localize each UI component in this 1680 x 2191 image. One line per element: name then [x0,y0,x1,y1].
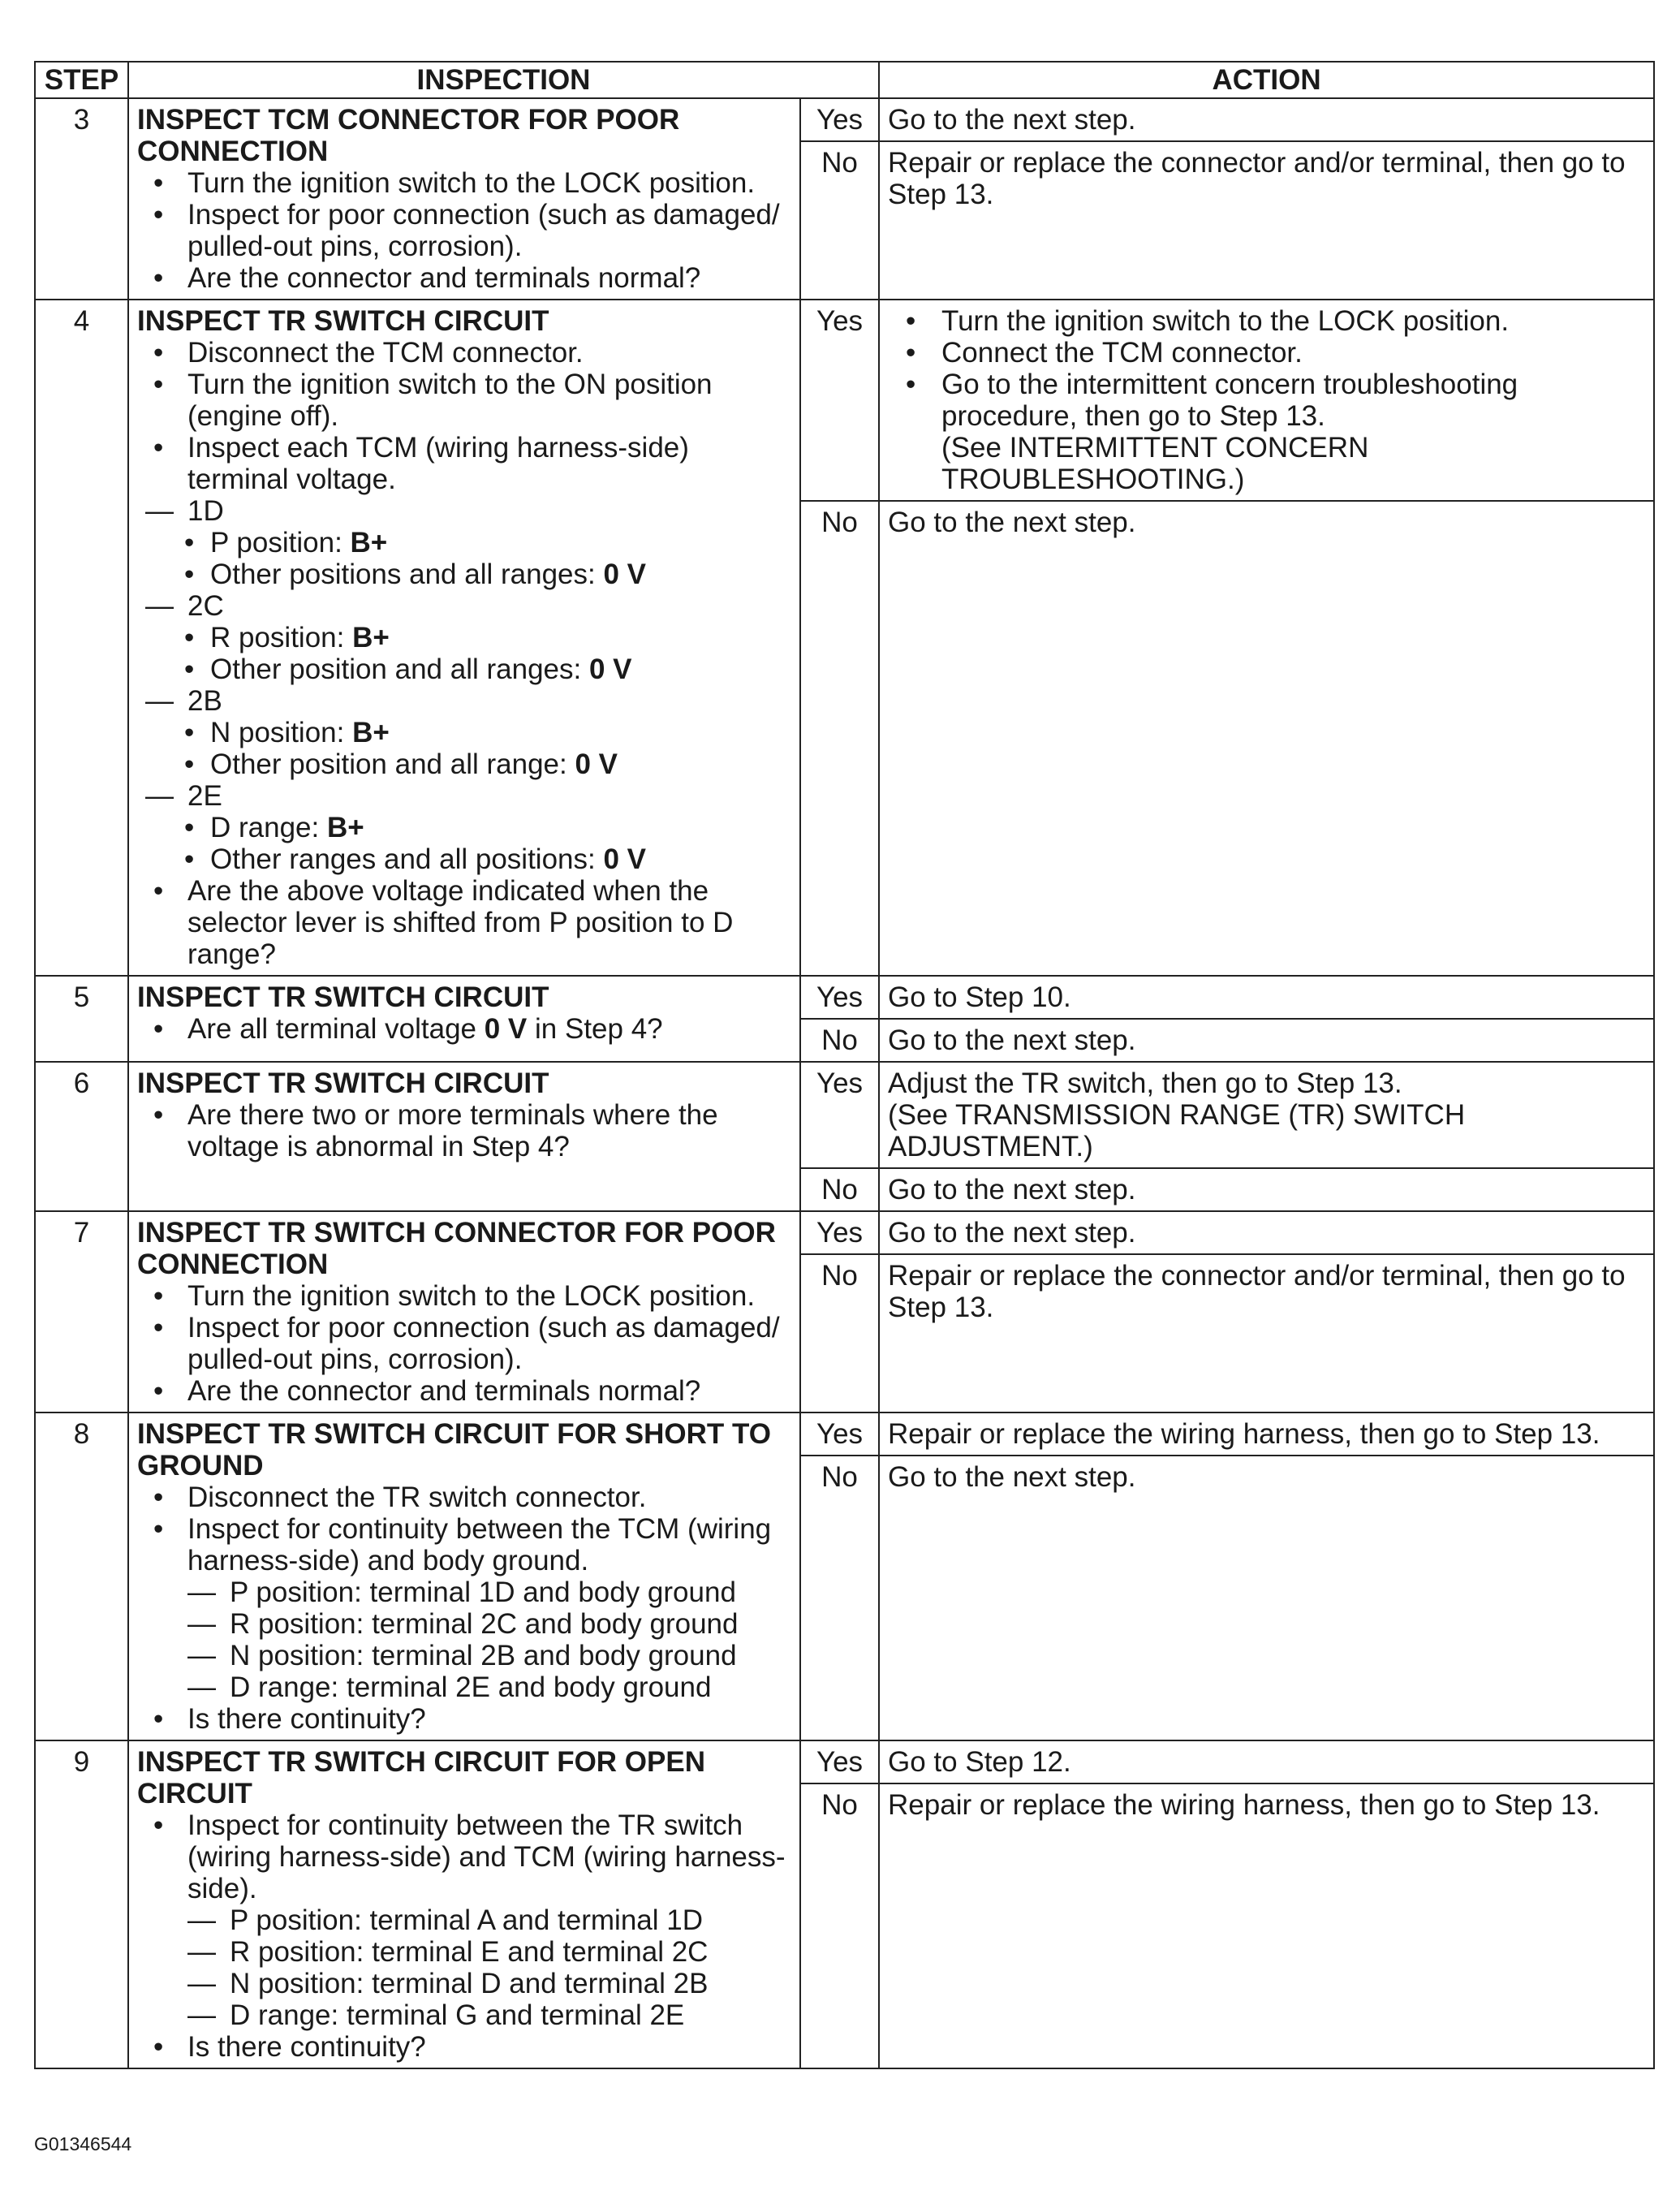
inspection-cell [128,1211,800,1413]
voltage-value: B+ [352,717,390,748]
yes-action: Go to the next step. [879,1211,1654,1254]
inspection-cell [128,976,800,1062]
voltage-value: B+ [326,812,364,843]
list-item [137,527,791,559]
yes-label: Yes [800,1740,879,1783]
inspection-cell [128,1062,800,1211]
list-item: • Inspect for poor connection (such as damaged/ pulled-out pins, corrosion). [137,199,791,262]
inspection-cell [128,1740,800,2068]
no-label: No [800,501,879,976]
no-action: Repair or replace the connector and/or terminal, then go to Step 13. [879,1254,1654,1413]
list-text: Are all terminal voltage [187,1013,485,1045]
voltage-value: 0 V [588,653,632,685]
list-text: Other positions and all ranges: [210,559,604,590]
voltage-value: 0 V [575,748,618,780]
list-item: — R position: terminal E and terminal 2C [179,1936,791,1968]
yes-label: Yes [800,1062,879,1168]
yes-action: Repair or replace the wiring harness, then go to Step 13. [879,1413,1654,1456]
inspection-title: INSPECT TR SWITCH CONNECTOR FOR POOR CONNECTION [137,1217,776,1280]
list-item [137,559,791,590]
list-item: — N position: terminal 2B and body ground [179,1640,791,1671]
list-text: Other position and all range: [210,748,575,780]
list-item [137,843,791,875]
list-item [137,717,791,748]
step-number: 3 [35,98,128,300]
no-action: Go to the next step. [879,501,1654,976]
table-row [35,1413,1654,1456]
list-text: Other ranges and all positions: [210,843,604,875]
list-item: • Are the above voltage indicated when the selector lever is shifted from P position to D range? [137,875,791,970]
list-item: • Turn the ignition switch to the LOCK position. [888,305,1645,337]
list-item [137,748,791,780]
table-row [35,300,1654,501]
no-label: No [800,141,879,300]
action-text: Adjust the TR switch, then go to Step 13. [888,1067,1402,1099]
yes-label: Yes [800,976,879,1019]
list-item: • Are the connector and terminals normal? [137,262,791,294]
list-text: P position: [210,527,351,559]
yes-action: Go to the next step. [879,98,1654,141]
inspection-cell [128,98,800,300]
step-number: 8 [35,1413,128,1740]
list-text: in Step 4? [527,1013,663,1045]
list-item: — R position: terminal 2C and body ground [179,1608,791,1640]
list-item [137,812,791,843]
list-text: D range: [210,812,327,843]
inspection-header: INSPECTION [128,62,879,98]
step-header: STEP [35,62,128,98]
list-item: — N position: terminal D and terminal 2B [179,1968,791,1999]
voltage-value: B+ [352,622,390,653]
list-item: • Inspect for continuity between the TCM (wiring harness-side) and body ground. [137,1513,791,1576]
list-item: — D range: terminal G and terminal 2E [179,1999,791,2031]
list-item: • Disconnect the TR switch connector. [137,1482,791,1513]
no-action: Repair or replace the connector and/or terminal, then go to Step 13. [879,141,1654,300]
table-row [35,98,1654,141]
step-number: 9 [35,1740,128,2068]
list-item: • Go to the intermittent concern troubleshooting procedure, then go to Step 13. [888,369,1645,432]
table-row [35,1740,1654,1783]
action-header: ACTION [879,62,1654,98]
yes-label: Yes [800,1413,879,1456]
see-reference: (See INTERMITTENT CONCERN TROUBLESHOOTING.) [941,432,1369,495]
inspection-title: INSPECT TR SWITCH CIRCUIT [137,981,549,1013]
inspection-title: INSPECT TR SWITCH CIRCUIT [137,305,549,337]
table-row [35,1211,1654,1254]
no-action: Go to the next step. [879,1168,1654,1211]
list-item: • Inspect each TCM (wiring harness-side) terminal voltage. [137,432,791,495]
inspection-title: INSPECT TR SWITCH CIRCUIT FOR OPEN CIRCUIT [137,1746,705,1809]
no-action: Go to the next step. [879,1019,1654,1062]
list-item: • Is there continuity? [137,2031,791,2063]
terminal-2e: — 2E [137,780,791,812]
list-item: • Is there continuity? [137,1703,791,1735]
yes-action: Go to Step 12. [879,1740,1654,1783]
voltage-value: B+ [350,527,388,559]
list-text: N position: [210,717,353,748]
inspection-cell [128,300,800,976]
no-label: No [800,1168,879,1211]
list-item: — D range: terminal 2E and body ground [179,1671,791,1703]
list-text: R position: [210,622,353,653]
list-item: • Turn the ignition switch to the ON position (engine off). [137,369,791,432]
list-item: — P position: terminal A and terminal 1D [179,1904,791,1936]
yes-action: Go to Step 10. [879,976,1654,1019]
terminal-2b: — 2B [137,685,791,717]
inspection-title: INSPECT TR SWITCH CIRCUIT [137,1067,549,1099]
step-number: 5 [35,976,128,1062]
terminal-1d: — 1D [137,495,791,527]
table-row [35,976,1654,1019]
terminal-2c: — 2C [137,590,791,622]
header-row [35,62,1654,98]
no-action: Go to the next step. [879,1456,1654,1740]
yes-label: Yes [800,1211,879,1254]
voltage-value: 0 V [603,559,646,590]
yes-action [879,1062,1654,1168]
list-item: • Turn the ignition switch to the LOCK position. [137,167,791,199]
no-label: No [800,1456,879,1740]
list-item: • Disconnect the TCM connector. [137,337,791,369]
inspection-title: INSPECT TR SWITCH CIRCUIT FOR SHORT TO GROUND [137,1418,772,1482]
step-number: 4 [35,300,128,976]
inspection-table [34,61,1655,2069]
list-item: • Connect the TCM connector. [888,337,1645,369]
figure-id: G01346544 [34,2133,132,2154]
voltage-value: 0 V [484,1013,528,1045]
list-item: • Turn the ignition switch to the LOCK position. [137,1280,791,1312]
step-number: 6 [35,1062,128,1211]
yes-label: Yes [800,300,879,501]
voltage-value: 0 V [603,843,646,875]
step-number: 7 [35,1211,128,1413]
see-reference: (See TRANSMISSION RANGE (TR) SWITCH ADJUSTMENT.) [888,1099,1466,1162]
list-text: Other position and all ranges: [210,653,589,685]
table-row [35,1062,1654,1168]
list-item: • Inspect for poor connection (such as damaged/ pulled-out pins, corrosion). [137,1312,791,1375]
no-action: Repair or replace the wiring harness, then go to Step 13. [879,1783,1654,2068]
list-item: — P position: terminal 1D and body ground [179,1576,791,1608]
list-item [137,653,791,685]
list-item: • Inspect for continuity between the TR switch (wiring harness-side) and TCM (wiring harness-side). [137,1809,791,1904]
troubleshooting-document [34,61,1653,2069]
yes-action [879,300,1654,501]
list-item: • Are the connector and terminals normal? [137,1375,791,1407]
inspection-title: INSPECT TCM CONNECTOR FOR POOR CONNECTION [137,104,680,167]
yes-label: Yes [800,98,879,141]
list-item [137,1013,791,1045]
list-item: • Are there two or more terminals where the voltage is abnormal in Step 4? [137,1099,791,1162]
no-label: No [800,1783,879,2068]
list-item [137,622,791,653]
no-label: No [800,1254,879,1413]
no-label: No [800,1019,879,1062]
inspection-cell [128,1413,800,1740]
